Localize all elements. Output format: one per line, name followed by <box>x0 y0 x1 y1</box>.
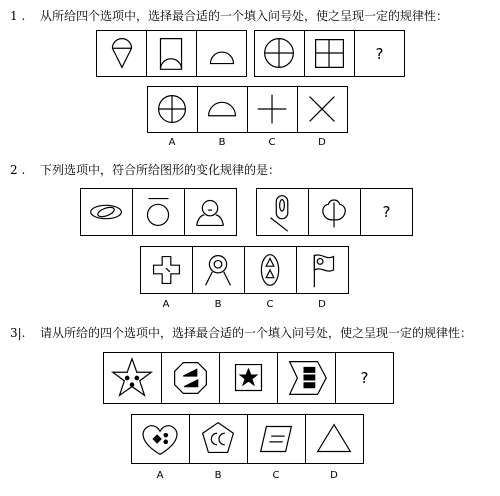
q1-option-d-label: D <box>318 137 326 148</box>
q2-question-cell <box>360 188 413 236</box>
q1-stem-figure-1 <box>96 30 147 77</box>
question-3-prompt: 请从所给的四个选项中，选择最合适的一个填入问号处，使之呈现一定的规律性： <box>40 326 473 340</box>
question-1-number: 1 . <box>10 9 26 23</box>
q2-stem-figure-5 <box>308 188 361 236</box>
q1-option-b[interactable] <box>197 86 248 133</box>
q2-question-mark: ? <box>382 203 391 221</box>
q3-option-b-label: B <box>214 470 222 481</box>
q2-stem-figure-3 <box>184 188 237 236</box>
q3-stem-figure-3 <box>219 352 278 404</box>
q1-stem-figure-4 <box>254 30 305 77</box>
question-1-prompt: 从所给四个选项中，选择最合适的一个填入问号处，使之呈现一定的规律性： <box>40 9 449 23</box>
q2-option-d[interactable] <box>296 246 349 294</box>
q1-option-c[interactable] <box>247 86 298 133</box>
q2-option-a-label: A <box>162 299 170 310</box>
q3-option-d-label: D <box>330 470 338 481</box>
q2-option-c-label: C <box>266 299 274 310</box>
q3-option-a[interactable] <box>131 414 190 464</box>
q3-question-cell <box>335 352 394 404</box>
q1-option-d[interactable] <box>297 86 348 133</box>
q3-option-a-label: A <box>156 470 164 481</box>
q1-option-b-label: B <box>218 137 226 148</box>
q2-stem-figure-1 <box>80 188 133 236</box>
q3-stem-figure-1 <box>103 352 162 404</box>
q3-option-c-label: C <box>272 470 280 481</box>
q1-stem-figure-3 <box>196 30 247 77</box>
q2-option-c[interactable] <box>244 246 297 294</box>
q2-option-a[interactable] <box>140 246 193 294</box>
q3-stem-figure-2 <box>161 352 220 404</box>
q2-option-d-label: D <box>318 299 326 310</box>
question-3-number: 3|. <box>10 326 26 340</box>
q3-option-d[interactable] <box>305 414 364 464</box>
q1-question-cell <box>354 30 405 77</box>
q3-option-c[interactable] <box>247 414 306 464</box>
q2-stem-figure-2 <box>132 188 185 236</box>
q1-question-mark: ? <box>375 44 384 63</box>
q3-stem-figure-4 <box>277 352 336 404</box>
q1-stem-figure-2 <box>146 30 197 77</box>
q3-question-mark: ? <box>360 369 369 387</box>
q1-stem-figure-5 <box>304 30 355 77</box>
q2-option-b-label: B <box>214 299 222 310</box>
q2-stem-figure-4 <box>256 188 309 236</box>
q2-option-b[interactable] <box>192 246 245 294</box>
question-2-prompt: 下列选项中，符合所给图形的变化规律的是： <box>40 163 281 177</box>
q1-option-c-label: C <box>268 137 276 148</box>
q1-option-a[interactable] <box>147 86 198 133</box>
q3-option-b[interactable] <box>189 414 248 464</box>
question-2-number: 2 . <box>10 163 26 177</box>
q1-option-a-label: A <box>168 137 176 148</box>
